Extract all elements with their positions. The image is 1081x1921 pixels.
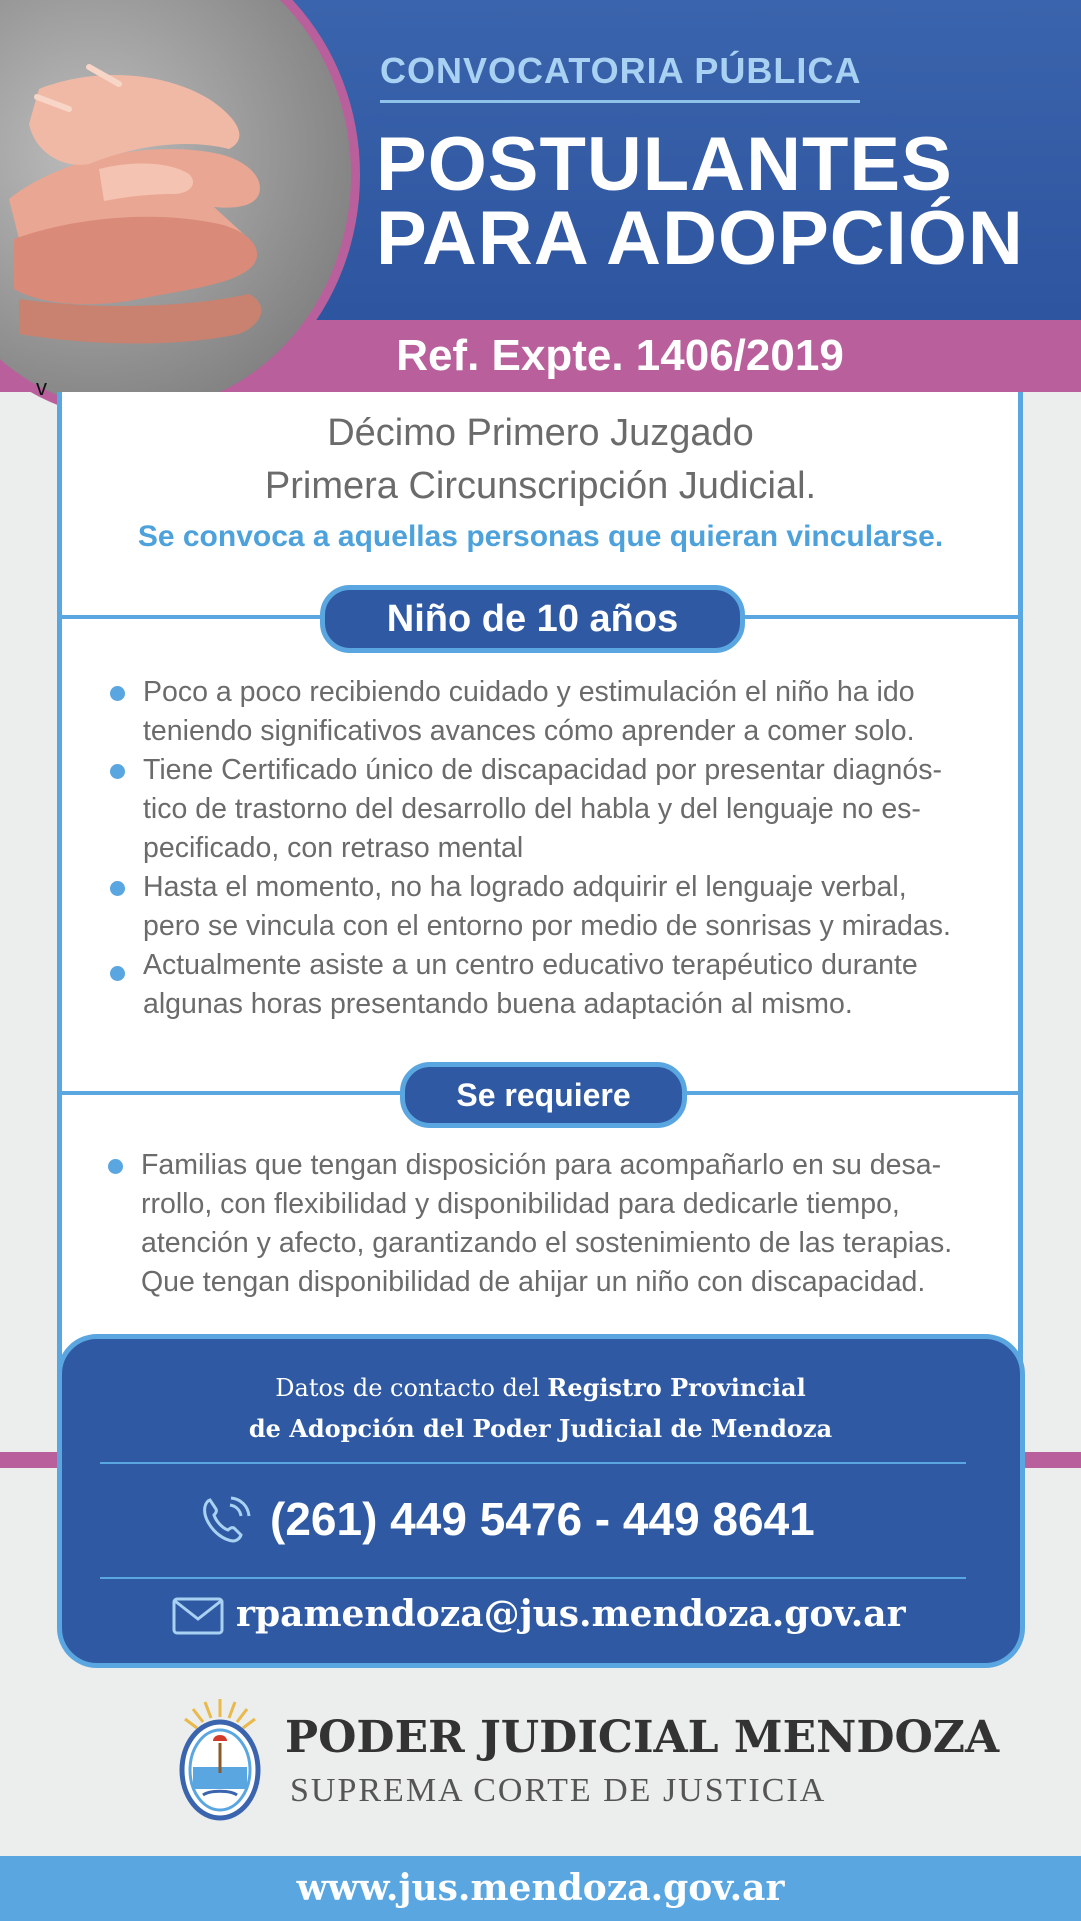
bullet-dot [110,966,125,981]
contact-divider [100,1577,966,1579]
side-band-left [0,1452,60,1468]
list-item: Actualmente asiste a un centro educativo terapéutico durante algunas horas presentando buena adaptación al mismo. [105,946,1005,1024]
envelope-icon [172,1597,224,1640]
main-title-line2: PARA ADOPCIÓN [376,196,1024,281]
child-heading: Niño de 10 años [320,585,745,653]
requirements-list [103,1146,1003,1302]
call-text: Se convoca a aquellas personas que quieran vincularse. [137,520,944,553]
phone-icon [200,1495,256,1550]
side-band-right [1021,1452,1081,1468]
main-title [376,122,1024,281]
coat-of-arms-icon [175,1695,265,1830]
court-circumscription: Primera Circunscripción Judicial. [264,465,817,507]
contact-intro: Datos de contacto del Registro Provincial [275,1373,806,1402]
list-item: Poco a poco recibiendo cuidado y estimulación el niño ha ido teniendo significativos avances cómo aprender a comer solo. [105,673,1005,751]
main-title-line1: POSTULANTES [376,122,953,207]
bullet-dot [110,764,125,779]
photo-mark: v [36,375,47,400]
bullet-dot [108,1159,123,1174]
reference-number: Ref. Expte. 1406/2019 [396,331,844,380]
institution-subtitle: SUPREMA CORTE DE JUSTICIA [290,1772,827,1809]
website-link[interactable]: www.jus.mendoza.gov.ar [296,1867,785,1909]
list-item: Familias que tengan disposición para acompañarlo en su desa- rrollo, con flexibilidad y disponibilidad para dedicarle tiempo, atención y afecto, garantizando el sostenimiento de las terapias. Que tengan disponibilidad de ahijar un niño con discapacidad. [103,1146,1003,1302]
contact-registry: de Adopción del Poder Judicial de Mendoza [248,1414,833,1443]
institution-name: PODER JUDICIAL MENDOZA [285,1712,1000,1763]
bullet-dot [110,686,125,701]
child-details-list [105,673,1005,1024]
list-item: Hasta el momento, no ha logrado adquirir el lenguaje verbal, pero se vincula con el entorno por medio de sonrisas y miradas. [105,868,1005,946]
requirements-heading: Se requiere [400,1062,687,1128]
eyebrow-underline [380,100,860,103]
hands-photo [0,0,360,420]
court-name: Décimo Primero Juzgado [327,412,754,454]
eyebrow-title: CONVOCATORIA PÚBLICA [380,50,862,91]
contact-email[interactable]: rpamendoza@jus.mendoza.gov.ar [236,1593,906,1635]
bullet-dot [110,881,125,896]
list-item: Tiene Certificado único de discapacidad por presentar diagnós- tico de trastorno del desarrollo del habla y del lenguaje no es- pecificado, con retraso mental [105,751,1005,868]
contact-phone[interactable]: (261) 449 5476 - 449 8641 [270,1493,815,1545]
contact-divider [100,1462,966,1464]
